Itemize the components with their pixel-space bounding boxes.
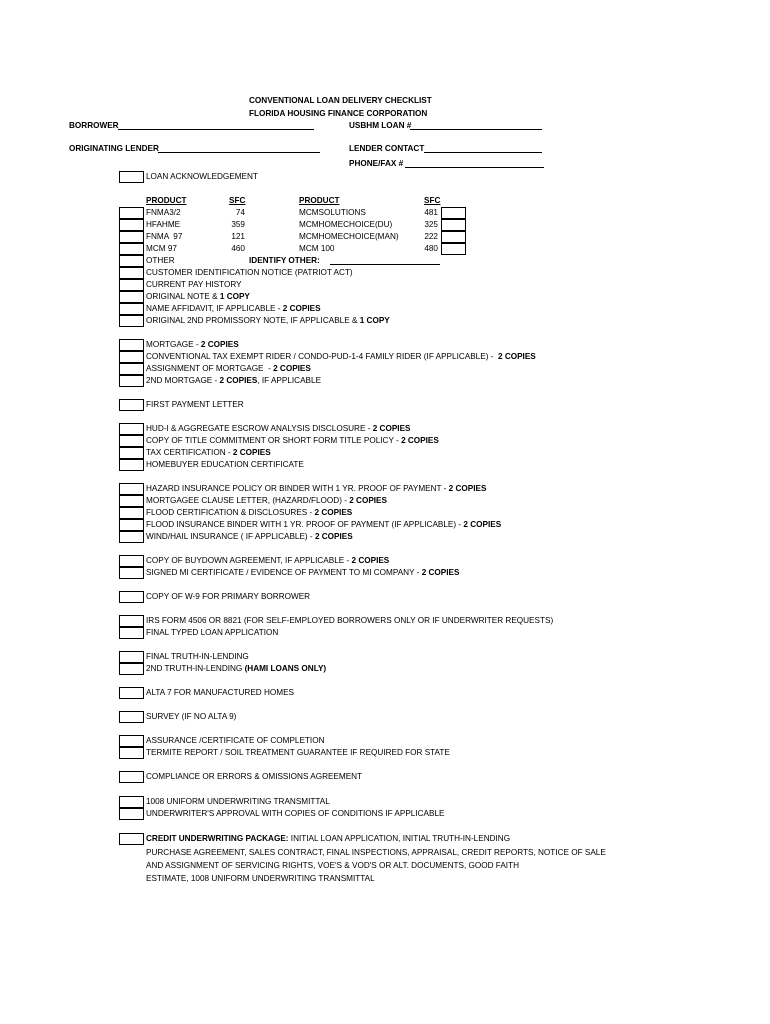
checkbox-final-app[interactable] bbox=[119, 627, 144, 639]
item-mi: SIGNED MI CERTIFICATE / EVIDENCE OF PAYMENT TO MI COMPANY - 2 COPIES bbox=[146, 568, 460, 577]
product-mcmsolutions: MCMSOLUTIONS bbox=[299, 208, 366, 217]
checkbox-credit-package[interactable] bbox=[119, 833, 144, 845]
originating-lender-label: ORIGINATING LENDER bbox=[69, 144, 159, 153]
checkbox-final-til[interactable] bbox=[119, 651, 144, 663]
checkbox-homebuyer[interactable] bbox=[119, 459, 144, 471]
item-credit-package: CREDIT UNDERWRITING PACKAGE: INITIAL LOAN APPLICATION, INITIAL TRUTH-IN-LENDING bbox=[146, 834, 511, 843]
item-credit-line4: ESTIMATE, 1008 UNIFORM UNDERWRITING TRANSMITTAL bbox=[146, 874, 375, 883]
item-survey: SURVEY (IF NO ALTA 9) bbox=[146, 712, 237, 721]
checkbox-mortgage[interactable] bbox=[119, 339, 144, 351]
item-w9: COPY OF W-9 FOR PRIMARY BORROWER bbox=[146, 592, 311, 601]
loan-ack-label: LOAN ACKNOWLEDGEMENT bbox=[146, 172, 258, 181]
checkbox-tax-cert[interactable] bbox=[119, 447, 144, 459]
item-termite: TERMITE REPORT / SOIL TREATMENT GUARANTEE IF REQUIRED FOR STATE bbox=[146, 748, 450, 757]
checkbox-survey[interactable] bbox=[119, 711, 144, 723]
product-mcmhomechoice-man: MCMHOMECHOICE(MAN) bbox=[299, 232, 399, 241]
checkbox-first-payment[interactable] bbox=[119, 399, 144, 411]
item-uw-approval: UNDERWRITER'S APPROVAL WITH COPIES OF CONDITIONS IF APPLICABLE bbox=[146, 809, 445, 818]
product-mcm97: MCM 97 bbox=[146, 244, 177, 253]
page-subtitle: FLORIDA HOUSING FINANCE CORPORATION bbox=[249, 109, 428, 118]
checkbox-hud[interactable] bbox=[119, 423, 144, 435]
item-final-app: FINAL TYPED LOAN APPLICATION bbox=[146, 628, 279, 637]
phone-fax-label: PHONE/FAX # bbox=[349, 159, 404, 168]
item-pay-history: CURRENT PAY HISTORY bbox=[146, 280, 242, 289]
checkbox-hazard[interactable] bbox=[119, 483, 144, 495]
sfc-mcmhomechoice-man: 222 bbox=[424, 232, 438, 241]
checkbox-irs[interactable] bbox=[119, 615, 144, 627]
item-title: COPY OF TITLE COMMITMENT OR SHORT FORM TITLE POLICY - 2 COPIES bbox=[146, 436, 439, 445]
lender-contact-label: LENDER CONTACT bbox=[349, 144, 425, 153]
product-mcm100: MCM 100 bbox=[299, 244, 335, 253]
originating-lender-field[interactable] bbox=[158, 152, 320, 153]
item-flood-cert: FLOOD CERTIFICATION & DISCLOSURES - 2 COPIES bbox=[146, 508, 353, 517]
sfc-hfahme: 359 bbox=[231, 220, 245, 229]
checkbox-uw-approval[interactable] bbox=[119, 808, 144, 820]
usbhm-loan-field[interactable] bbox=[410, 129, 542, 130]
sfc-mcmsolutions: 481 bbox=[424, 208, 438, 217]
product-other: OTHER bbox=[146, 256, 175, 265]
product-fnma97: FNMA 97 bbox=[146, 232, 183, 241]
item-mortgage: MORTGAGE - 2 COPIES bbox=[146, 340, 239, 349]
checkbox-mcmsolutions[interactable] bbox=[441, 207, 466, 219]
identify-other-label: IDENTIFY OTHER: bbox=[249, 256, 320, 265]
item-hud: HUD-I & AGGREGATE ESCROW ANALYSIS DISCLOSURE - 2 COPIES bbox=[146, 424, 411, 433]
checkbox-assignment[interactable] bbox=[119, 363, 144, 375]
checkbox-flood-ins[interactable] bbox=[119, 519, 144, 531]
item-alta7: ALTA 7 FOR MANUFACTURED HOMES bbox=[146, 688, 294, 697]
checkbox-mcm100[interactable] bbox=[441, 243, 466, 255]
sfc-fnma32: 74 bbox=[235, 208, 245, 217]
checkbox-mcm97[interactable] bbox=[119, 243, 144, 255]
lender-contact-field[interactable] bbox=[424, 152, 542, 153]
item-name-affidavit: NAME AFFIDAVIT, IF APPLICABLE - 2 COPIES bbox=[146, 304, 321, 313]
checkbox-original-2nd-note[interactable] bbox=[119, 315, 144, 327]
checkbox-original-note[interactable] bbox=[119, 291, 144, 303]
checkbox-termite[interactable] bbox=[119, 747, 144, 759]
item-tax-rider: CONVENTIONAL TAX EXEMPT RIDER / CONDO-PUD-1-4 FAMILY RIDER (IF APPLICABLE) - 2 COPIES bbox=[146, 352, 536, 361]
item-final-til: FINAL TRUTH-IN-LENDING bbox=[146, 652, 249, 661]
item-irs: IRS FORM 4506 OR 8821 (FOR SELF-EMPLOYED BORROWERS ONLY OR IF UNDERWRITER REQUESTS) bbox=[146, 616, 554, 625]
item-original-2nd-note: ORIGINAL 2ND PROMISSORY NOTE, IF APPLICABLE & 1 COPY bbox=[146, 316, 390, 325]
checkbox-tax-rider[interactable] bbox=[119, 351, 144, 363]
sfc-mcm100: 480 bbox=[424, 244, 438, 253]
sfc-mcmhomechoice-du: 325 bbox=[424, 220, 438, 229]
sfc-col-header-right: SFC bbox=[424, 196, 441, 205]
page-title: CONVENTIONAL LOAN DELIVERY CHECKLIST bbox=[249, 96, 432, 105]
checkbox-buydown[interactable] bbox=[119, 555, 144, 567]
checkbox-assurance[interactable] bbox=[119, 735, 144, 747]
identify-other-field[interactable] bbox=[330, 264, 440, 265]
checkbox-compliance[interactable] bbox=[119, 771, 144, 783]
item-original-note: ORIGINAL NOTE & 1 COPY bbox=[146, 292, 250, 301]
checkbox-mcmhomechoice-man[interactable] bbox=[441, 231, 466, 243]
item-assurance: ASSURANCE /CERTIFICATE OF COMPLETION bbox=[146, 736, 325, 745]
item-flood-ins: FLOOD INSURANCE BINDER WITH 1 YR. PROOF OF PAYMENT (IF APPLICABLE) - 2 COPIES bbox=[146, 520, 502, 529]
checkbox-name-affidavit[interactable] bbox=[119, 303, 144, 315]
sfc-mcm97: 460 bbox=[231, 244, 245, 253]
checkbox-2nd-til[interactable] bbox=[119, 663, 144, 675]
item-tax-cert: TAX CERTIFICATION - 2 COPIES bbox=[146, 448, 271, 457]
item-compliance: COMPLIANCE OR ERRORS & OMISSIONS AGREEMENT bbox=[146, 772, 363, 781]
item-wind: WIND/HAIL INSURANCE ( IF APPLICABLE) - 2 COPIES bbox=[146, 532, 353, 541]
product-hfahme: HFAHME bbox=[146, 220, 181, 229]
checkbox-fnma97[interactable] bbox=[119, 231, 144, 243]
checkbox-wind[interactable] bbox=[119, 531, 144, 543]
item-patriot: CUSTOMER IDENTIFICATION NOTICE (PATRIOT ACT) bbox=[146, 268, 353, 277]
checkbox-1008[interactable] bbox=[119, 796, 144, 808]
item-mortgagee: MORTGAGEE CLAUSE LETTER, (HAZARD/FLOOD) - 2 COPIES bbox=[146, 496, 387, 505]
item-2nd-mortgage: 2ND MORTGAGE - 2 COPIES, IF APPLICABLE bbox=[146, 376, 322, 385]
item-buydown: COPY OF BUYDOWN AGREEMENT, IF APPLICABLE - 2 COPIES bbox=[146, 556, 390, 565]
checkbox-hfahme[interactable] bbox=[119, 219, 144, 231]
item-hazard: HAZARD INSURANCE POLICY OR BINDER WITH 1 YR. PROOF OF PAYMENT - 2 COPIES bbox=[146, 484, 487, 493]
item-homebuyer: HOMEBUYER EDUCATION CERTIFICATE bbox=[146, 460, 304, 469]
checkbox-alta7[interactable] bbox=[119, 687, 144, 699]
product-fnma32: FNMA3/2 bbox=[146, 208, 181, 217]
phone-fax-field[interactable] bbox=[405, 167, 544, 168]
checkbox-patriot[interactable] bbox=[119, 267, 144, 279]
item-first-payment: FIRST PAYMENT LETTER bbox=[146, 400, 244, 409]
borrower-label: BORROWER bbox=[69, 121, 119, 130]
checkbox-mi[interactable] bbox=[119, 567, 144, 579]
product-col-header: PRODUCT bbox=[146, 196, 187, 205]
sfc-col-header: SFC bbox=[229, 196, 246, 205]
checkbox-title[interactable] bbox=[119, 435, 144, 447]
item-1008: 1008 UNIFORM UNDERWRITING TRANSMITTAL bbox=[146, 797, 330, 806]
checkbox-pay-history[interactable] bbox=[119, 279, 144, 291]
item-assignment: ASSIGNMENT OF MORTGAGE - 2 COPIES bbox=[146, 364, 311, 373]
sfc-fnma97: 121 bbox=[231, 232, 245, 241]
checkbox-other[interactable] bbox=[119, 255, 144, 267]
checkbox-w9[interactable] bbox=[119, 591, 144, 603]
checkbox-mcmhomechoice-du[interactable] bbox=[441, 219, 466, 231]
checkbox-2nd-mortgage[interactable] bbox=[119, 375, 144, 387]
checkbox-fnma32[interactable] bbox=[119, 207, 144, 219]
usbhm-loan-label: USBHM LOAN # bbox=[349, 121, 412, 130]
product-mcmhomechoice-du: MCMHOMECHOICE(DU) bbox=[299, 220, 393, 229]
checkbox-mortgagee[interactable] bbox=[119, 495, 144, 507]
checkbox-loan-ack[interactable] bbox=[119, 171, 144, 183]
checkbox-flood-cert[interactable] bbox=[119, 507, 144, 519]
product-col-header-right: PRODUCT bbox=[299, 196, 340, 205]
borrower-field[interactable] bbox=[118, 129, 314, 130]
item-credit-line2: PURCHASE AGREEMENT, SALES CONTRACT, FINAL INSPECTIONS, APPRAISAL, CREDIT REPORTS, NOTICE OF SALE bbox=[146, 848, 606, 857]
item-credit-line3: AND ASSIGNMENT OF SERVICING RIGHTS, VOE'S & VOD'S OR ALT. DOCUMENTS, GOOD FAITH bbox=[146, 861, 519, 870]
item-2nd-til: 2ND TRUTH-IN-LENDING (HAMI LOANS ONLY) bbox=[146, 664, 327, 673]
